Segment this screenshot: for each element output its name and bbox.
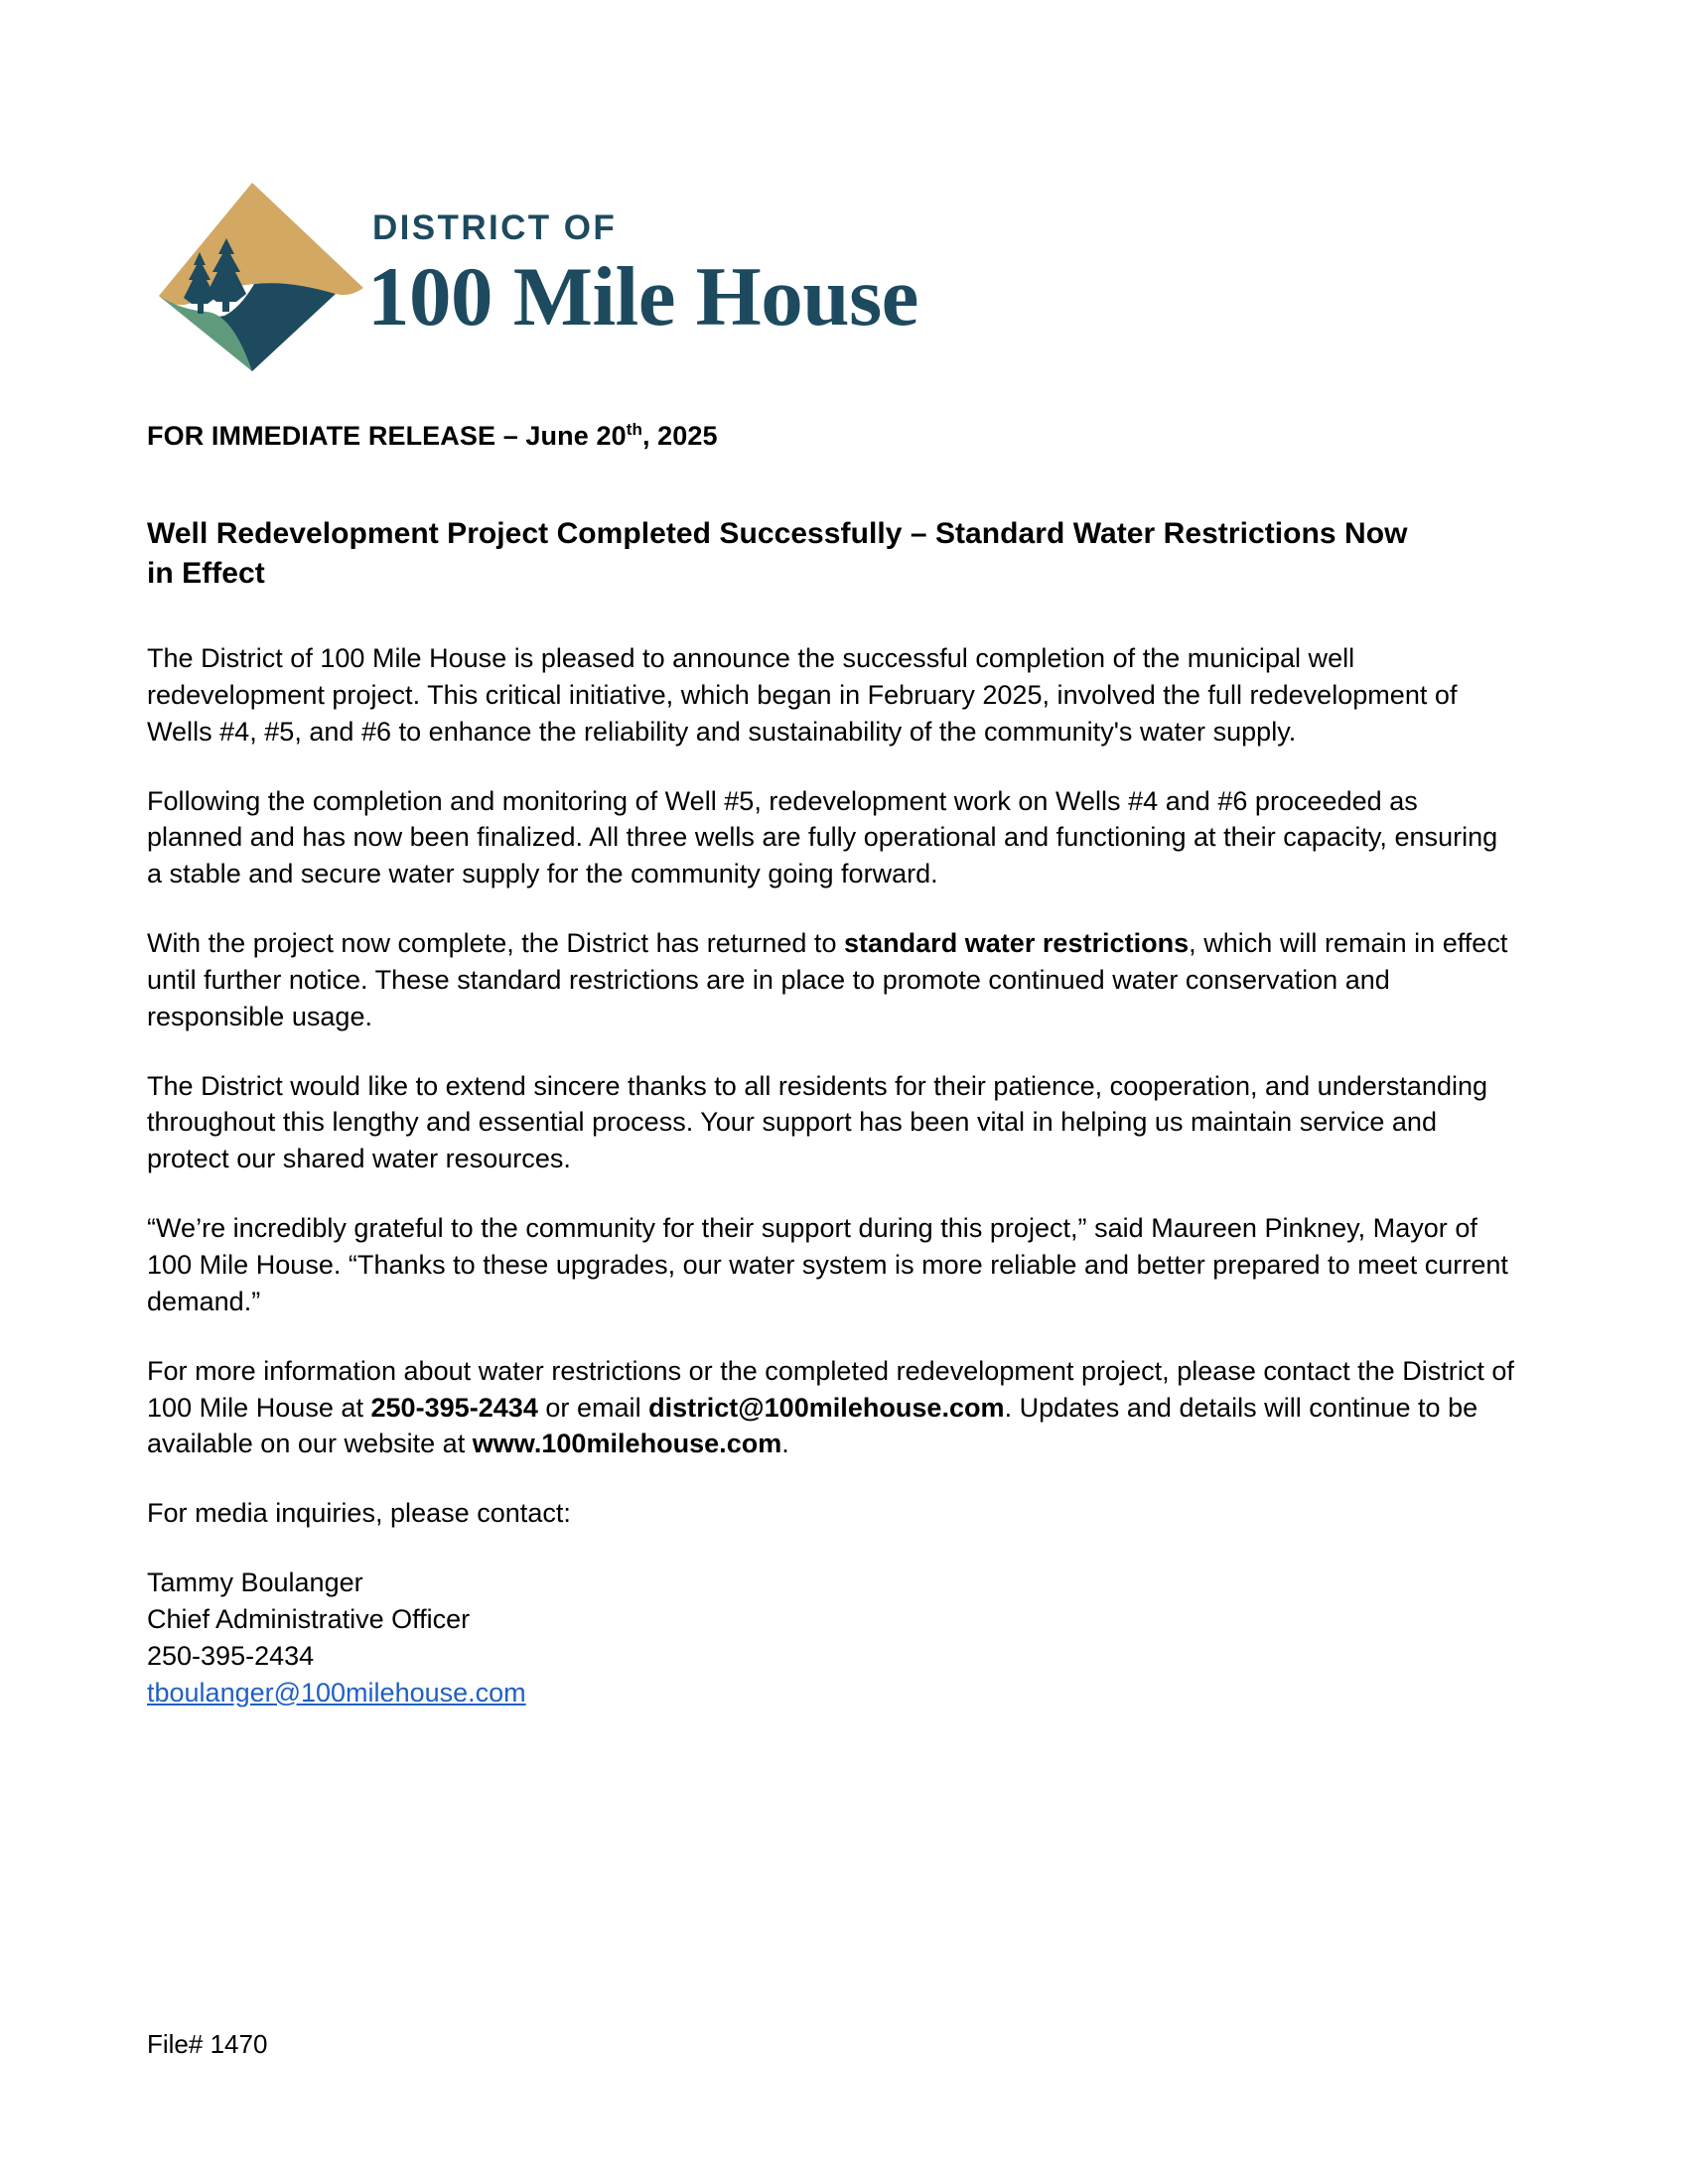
paragraph-6-contact [147, 1353, 1517, 1463]
signature-phone: 250-395-2434 [147, 1640, 315, 1671]
logo-title: 100 Mile House [367, 250, 918, 343]
signature-title: Chief Administrative Officer [147, 1603, 471, 1634]
district-logo-mark-icon [137, 177, 367, 375]
contact-phone: 250-395-2434 [370, 1392, 538, 1423]
release-label: FOR IMMEDIATE RELEASE – June 20 [147, 421, 627, 451]
document-body [147, 640, 1517, 1710]
contact-part-d: . [781, 1429, 789, 1459]
file-number: File# 1470 [147, 2029, 268, 2059]
paragraph-1: The District of 100 Mile House is pleased to announce the successful completion of the municipal well redevelopment project. This critical initiative, which began in February 2025, involved the full redevelopment of Wells #4, #5, and #6 to enhance the reliability and sustainability of the community's water supply. [147, 643, 1458, 747]
paragraph-3-part-a: With the project now complete, the District has returned to [147, 928, 845, 959]
contact-email: district@100milehouse.com [648, 1392, 1005, 1423]
contact-part-c: . Updates and details will continue to be available on our website at [147, 1392, 1478, 1459]
media-inquiries-label: For media inquiries, please contact: [147, 1498, 571, 1529]
contact-part-b: or email [537, 1392, 649, 1423]
logo-header [137, 177, 1229, 385]
release-ordinal: th [626, 420, 642, 439]
signature-email-line [147, 1675, 1517, 1711]
paragraph-4: The District would like to extend sincere thanks to all residents for their patience, cooperation, and understanding throughout this lengthy and essential process. Your support has been vital in helping us maintain service and protect our shared water resources. [147, 1070, 1488, 1174]
paragraph-3 [147, 925, 1517, 1035]
contact-website: www.100milehouse.com [472, 1429, 782, 1459]
logo-eyebrow: DISTRICT OF [372, 208, 618, 247]
standard-water-restrictions-emphasis: standard water restrictions [844, 928, 1190, 959]
paragraph-3-part-b: , which will remain in effect until further notice. These standard restrictions are in place to promote continued water conservation and responsible usage. [147, 928, 1508, 1031]
paragraph-5-quote: “We’re incredibly grateful to the community for their support during this project,” said Maureen Pinkney, Mayor of 100 Mile House. “Thanks to these upgrades, our water system is more reliable and better prepared to meet current demand.” [147, 1213, 1508, 1316]
signature-name: Tammy Boulanger [147, 1568, 363, 1598]
contact-part-a: For more information about water restrictions or the completed redevelopment project, please contact the District of 100 Mile House at [147, 1355, 1514, 1423]
logo-wordmark [367, 210, 918, 341]
paragraph-2: Following the completion and monitoring of Well #5, redevelopment work on Wells #4 and #6 proceeded as planned and has now been finalized. All three wells are fully operational and functioning at their capacity, ensuring a stable and secure water supply for the community going forward. [147, 785, 1498, 889]
signature-email-link[interactable]: tboulanger@100milehouse.com [147, 1677, 526, 1707]
release-year: , 2025 [641, 421, 718, 451]
page-title: Well Redevelopment Project Completed Successfully – Standard Water Restrictions Now in Effect [147, 517, 1408, 590]
release-date-line [147, 421, 718, 452]
